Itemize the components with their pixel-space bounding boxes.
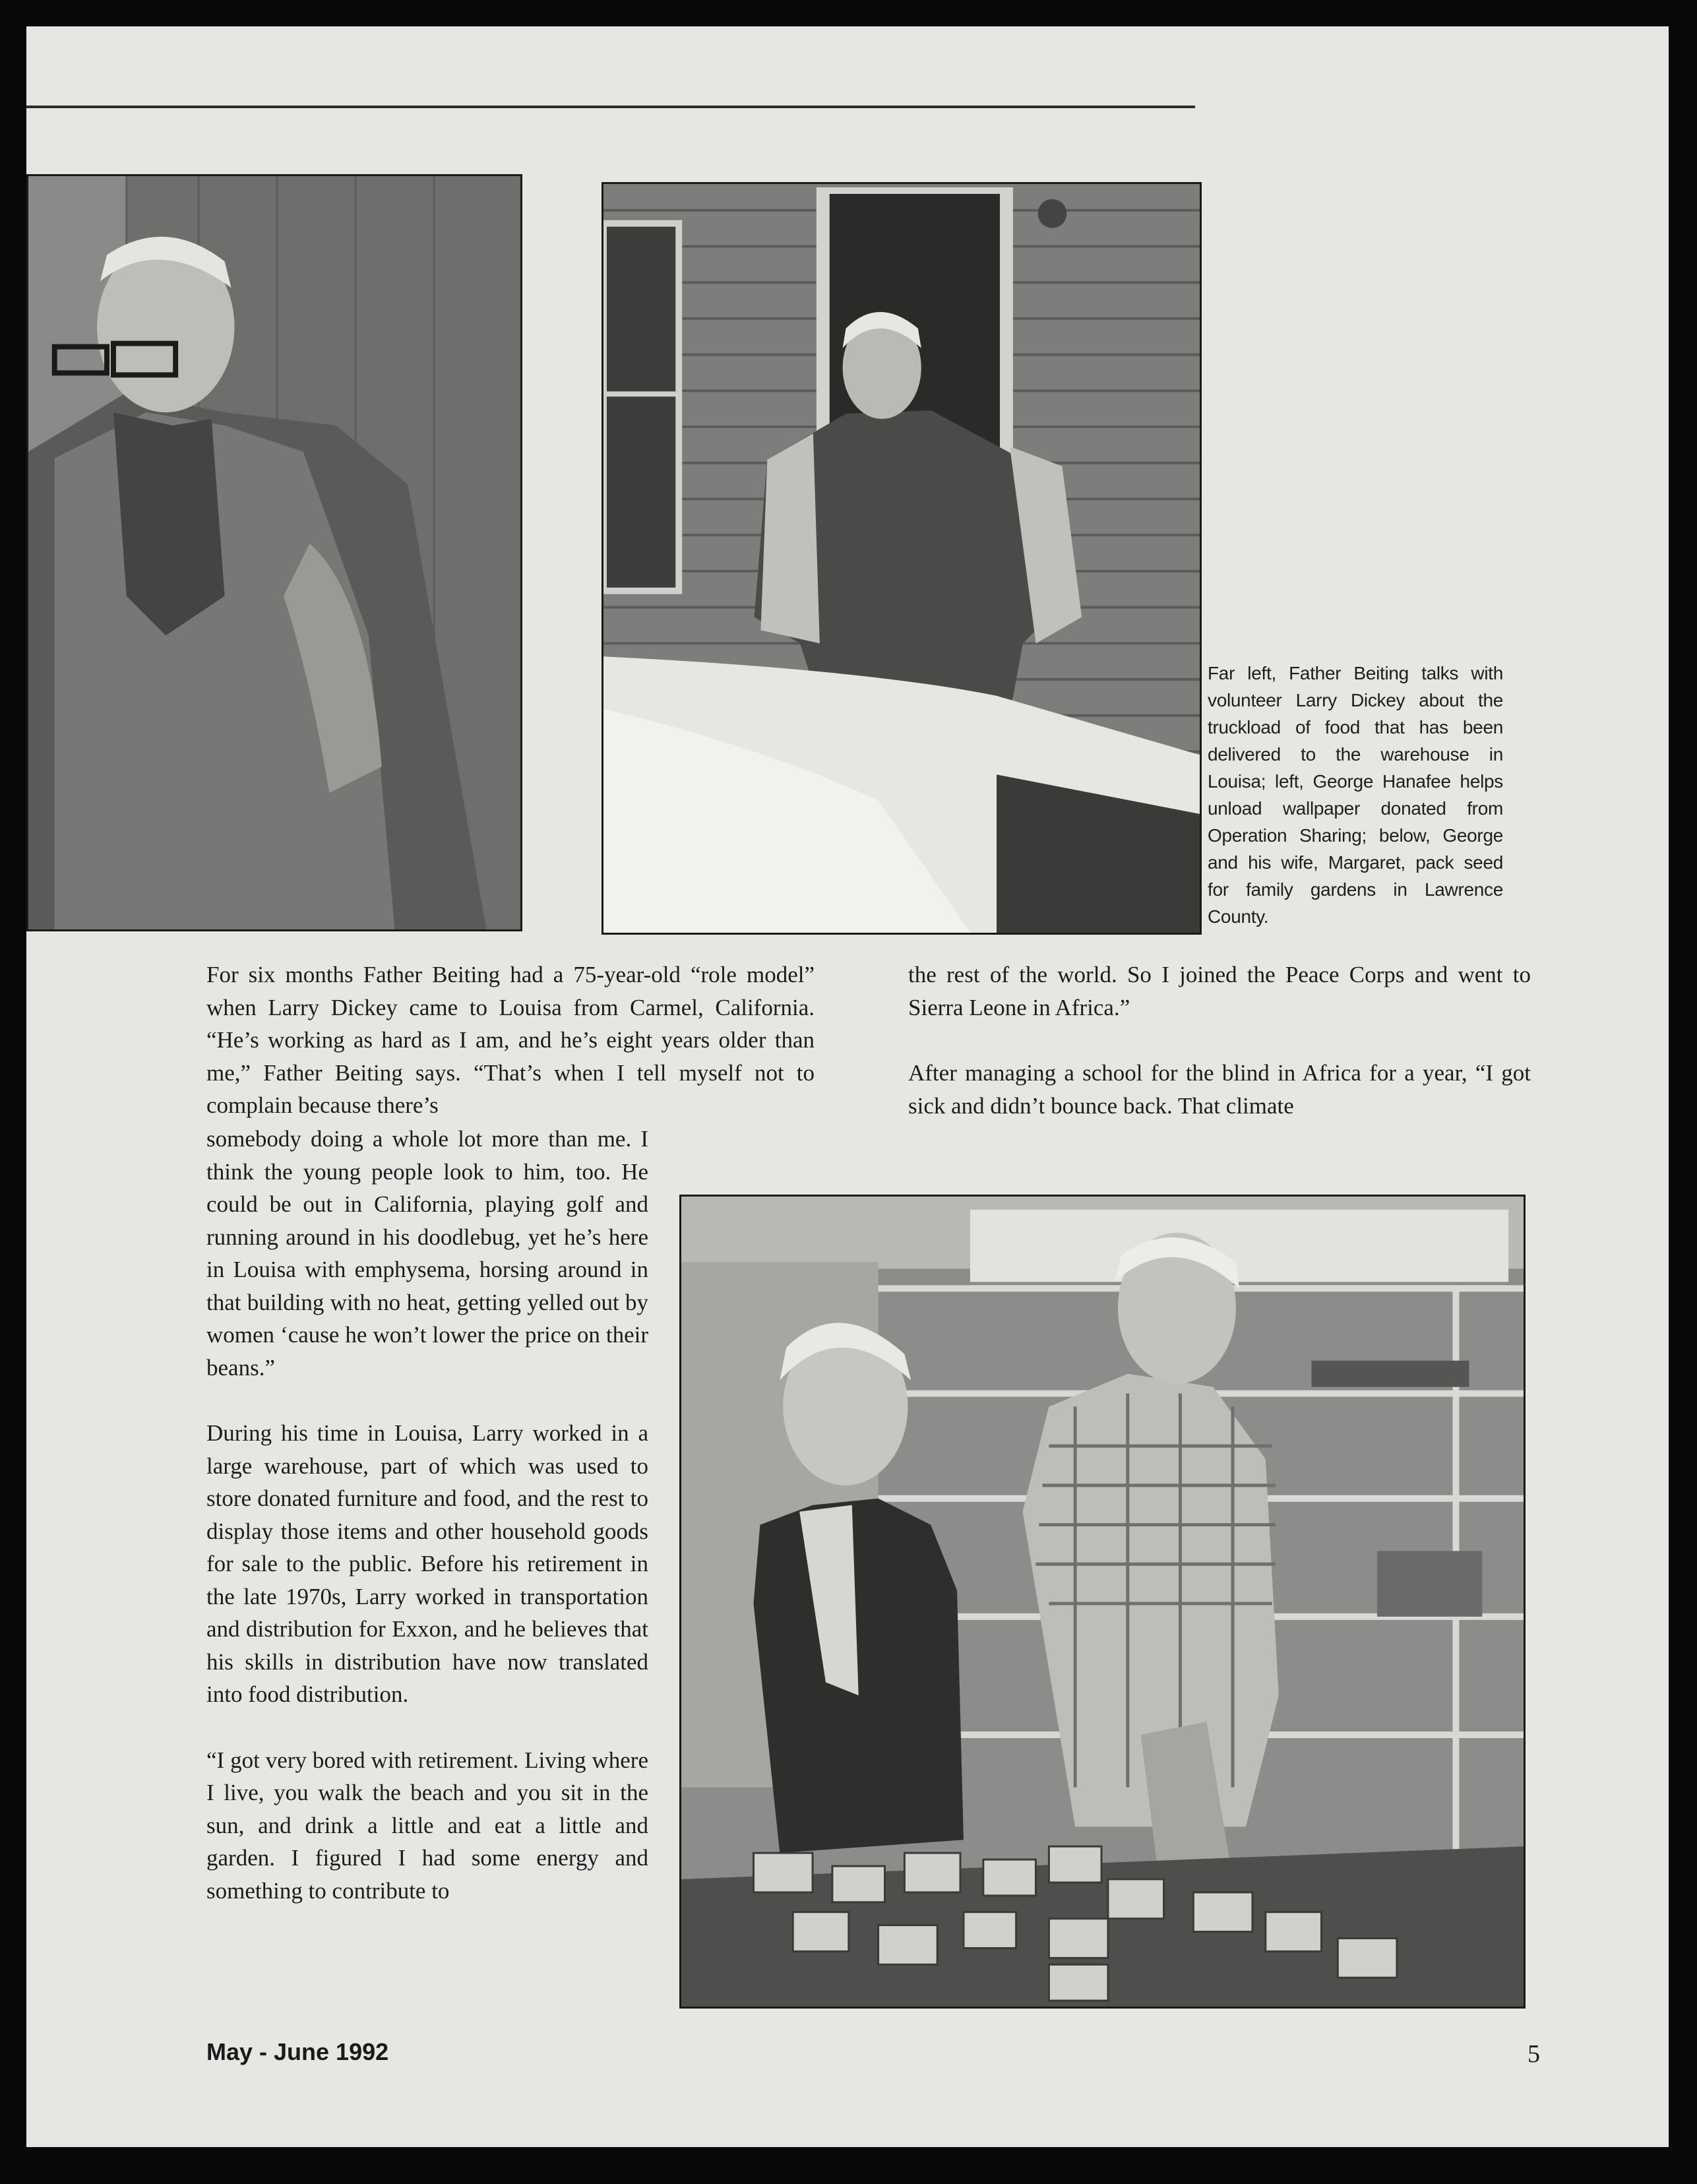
- photo-george-margaret-packing-seed: [679, 1195, 1526, 2009]
- page-number: 5: [1527, 2040, 1540, 2068]
- magazine-page: [26, 26, 1669, 2147]
- photo-father-beiting: [26, 174, 522, 931]
- issue-date: May - June 1992: [206, 2038, 389, 2065]
- article-paragraph-3: “I got very bored with retirement. Living where I live, you walk the beach and you sit in the sun, and drink a little and eat a little and garden. I figured I had some energy and something to contribute to: [206, 1747, 648, 1904]
- article-paragraph-5: After managing a school for the blind in Africa for a year, “I got sick and didn’t bounce back. That climate: [908, 1060, 1531, 1119]
- article-paragraph-4: the rest of the world. So I joined the Peace Corps and went to Sierra Leone in Africa.”: [908, 962, 1531, 1020]
- article-paragraph-1-rest: somebody doing a whole lot more than me. I think the young people look to him, too. He could be out in California, playing golf and running around in his doodlebug, yet he’s here in Louisa with emphysema, horsing around in that building with no heat, getting yelled out by women ‘cause he won’t lower the price on their beans.”: [206, 1126, 648, 1381]
- article-paragraph-2: During his time in Louisa, Larry worked in a large warehouse, part of which was used to store donated furniture and food, and the rest to display those items and other household goods for sale to the public. Before his retirement in the late 1970s, Larry worked in transportation and distribution for Exxon, and he believes that his skills in distribution have now translated into food distribution.: [206, 1420, 648, 1707]
- header-rule: [26, 106, 1195, 108]
- article-paragraph-1-top: For six months Father Beiting had a 75-year-old “role model” when Larry Dickey came to Louisa from Carmel, California. “He’s working as hard as I am, and he’s eight years older than me,” Father Beiting says. “That’s when I tell myself not to complain because there’s: [206, 962, 815, 1118]
- photo-caption: Far left, Father Beiting talks with volunteer Larry Dickey about the truckload of food that has been delivered to the warehouse in Louisa; left, George Hanafee helps unload wallpaper donated from Operation Sharing; below, George and his wife, Margaret, pack seed for family gardens in Lawrence County.: [1208, 663, 1503, 927]
- article-column-right: [908, 958, 1531, 1155]
- article-column-left-narrow: [206, 1123, 648, 1940]
- photo-george-hanafee-doorway: [602, 182, 1202, 935]
